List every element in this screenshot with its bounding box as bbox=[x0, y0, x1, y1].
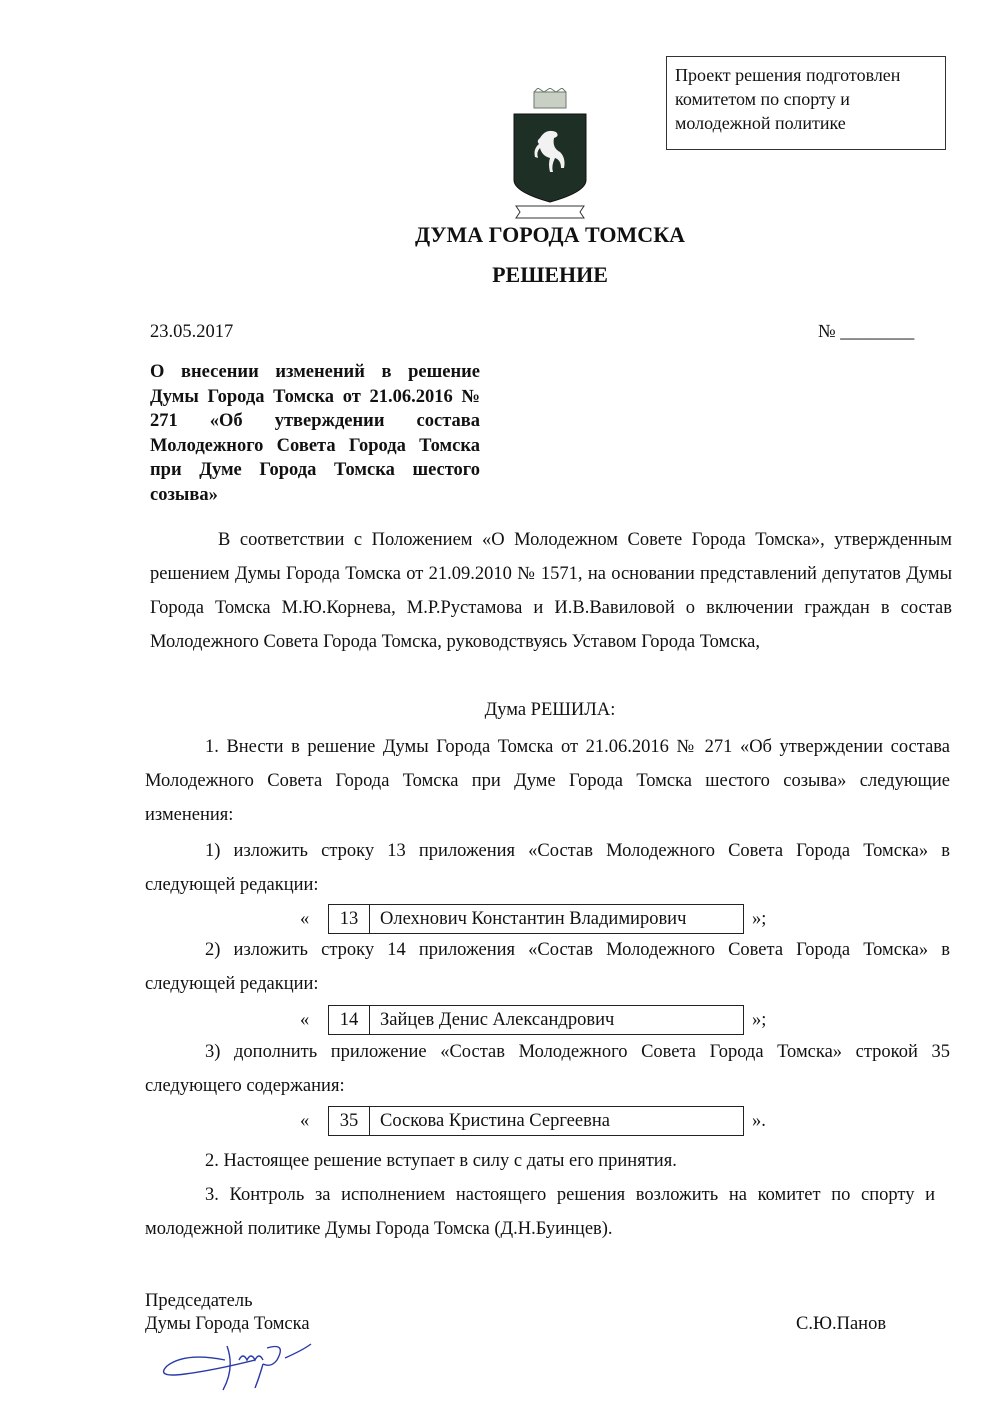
member-name: Олехнович Константин Владимирович bbox=[380, 909, 687, 929]
signature-title-line: Думы Города Томска bbox=[145, 1314, 310, 1334]
subitem-1: 1) изложить строку 13 приложения «Состав Молодежного Совета Города Томска» в следующей редакции: bbox=[145, 841, 950, 895]
item-2: 2. Настоящее решение вступает в силу с даты его принятия. bbox=[205, 1151, 677, 1171]
close-quote: »; bbox=[752, 908, 767, 929]
signature-title-line: Председатель bbox=[145, 1291, 253, 1311]
member-name: Соскова Кристина Сергеевна bbox=[380, 1111, 610, 1131]
prepared-by-line: комитетом по спорту и bbox=[675, 89, 850, 109]
row-number: 13 bbox=[329, 905, 370, 933]
table-row bbox=[300, 1106, 766, 1136]
member-name: Зайцев Денис Александрович bbox=[380, 1010, 615, 1030]
table-row bbox=[300, 1005, 766, 1035]
signatory-name: С.Ю.Панов bbox=[796, 1314, 887, 1334]
coat-of-arms-emblem bbox=[510, 88, 590, 220]
handwritten-signature bbox=[155, 1338, 335, 1398]
close-quote: ». bbox=[752, 1110, 766, 1131]
subitem-2: 2) изложить строку 14 приложения «Состав Молодежного Совета Города Томска» в следующей редакции: bbox=[145, 940, 950, 994]
doc-type-title: РЕШЕНИЕ bbox=[492, 262, 608, 287]
prepared-by-line: молодежной политике bbox=[675, 113, 846, 133]
open-quote: « bbox=[300, 908, 310, 929]
resolved-heading: Дума РЕШИЛА: bbox=[484, 700, 616, 720]
item-1: 1. Внести в решение Думы Города Томска от 21.06.2016 № 271 «Об утверждении состава Молодежного Совета Города Томска при Думе Города Томска шестого созыва» следующие изменения: bbox=[145, 737, 950, 825]
row-number: 14 bbox=[329, 1006, 370, 1034]
item-3: 3. Контроль за исполнением настоящего решения возложить на комитет по спорту и молодежной политике Думы Города Томска (Д.Н.Буинцев). bbox=[145, 1185, 935, 1239]
row-number: 35 bbox=[329, 1107, 370, 1135]
subitem-3: 3) дополнить приложение «Состав Молодежного Совета Города Томска» строкой 35 следующего содержания: bbox=[145, 1042, 950, 1096]
open-quote: « bbox=[300, 1110, 310, 1131]
document-number: № ________ bbox=[818, 322, 915, 342]
preamble: В соответствии с Положением «О Молодежном Совете Города Томска», утвержденным решением Думы Города Томска от 21.09.2010 № 1571, на основании представлений депутатов Думы Города Томска М.Ю.Корнева, М.Р.Рустамова и И.В.Вавиловой о включении граждан в состав Молодежного Совета Города Томска, руководствуясь Уставом Города Томска, bbox=[150, 530, 952, 652]
signature-title bbox=[145, 1290, 310, 1336]
table-row bbox=[300, 904, 766, 934]
close-quote: »; bbox=[752, 1009, 767, 1030]
prepared-by-box bbox=[666, 56, 946, 150]
prepared-by-line: Проект решения подготовлен bbox=[675, 65, 901, 85]
open-quote: « bbox=[300, 1009, 310, 1030]
document-subject: О внесении изменений в решение Думы Города Томска от 21.06.2016 № 271 «Об утверждении состава Молодежного Совета Города Томска при Думе Города Томска шестого созыва» bbox=[150, 362, 480, 505]
document-date: 23.05.2017 bbox=[150, 322, 234, 342]
org-title: ДУМА ГОРОДА ТОМСКА bbox=[414, 222, 686, 247]
